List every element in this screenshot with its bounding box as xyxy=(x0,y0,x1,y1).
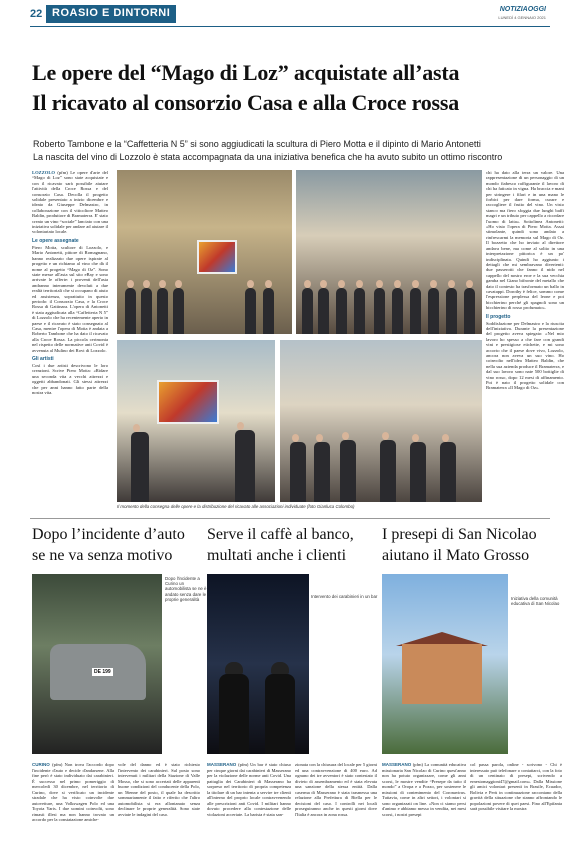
section-label: ROASIO E DINTORNI xyxy=(46,5,176,23)
story-1-photo-caption: Dopo l'incidente a Curino un automobilista se ne è andato senza dare le proprie generalità xyxy=(165,576,207,602)
body-text: chi ha dato alla terra un valore. Una rappresentazione di un personaggio di un mondo fiabesco raffigurante il lavoro di chi ha faticato in vigna. Ha braccia e mani per stringere i filari e in una mano le forbici per dare forma, curare e raccogliere il frutto del vino. Un visto stanco ma fiero sfoggia due lunghi baffi magri e un tributo per cappello a ricordare l'uomo di latta». Sottolinea Antonetti: «Ho visto l'opera di Piero Motta. Assai stimolante, quindi sono andato a rinfrescarmi la memoria sul Mago di Oz. Il bozzetto che ho inviato al direttore andava bene, ma come al solito in una interpretazione pittorica è un po' indisciplinata. Quindi ho aggiunto i dettagli che mi sembravano divertenti: due passerotti che fanno il nido nel cappello del nostro eroe e la sua vecchia gamba nel Giano bifronte del metallo che dato il contesto ha trasformato un ballo in cavatappi. Dorothy è felice, sommo come l'espressione perplessa del leone e poi bicchierino perché gli spagnoli sono un bicchierino di rosso profumato». xyxy=(486,170,564,311)
subheadline-line-2: La nascita del vino di Lozzolo è stata accompagnata da una iniziativa benefica che ha avuto subito un ottimo riscontro xyxy=(33,152,503,162)
headline-line-2: Il ricavato al consorzio Casa e alla Croce rossa xyxy=(32,90,460,115)
dateline: CURINO xyxy=(32,762,50,767)
story-3-photo-caption: Iniziativa della comunità educativa di San Nicolao xyxy=(511,596,560,607)
story-1-text: (pfm) Non trova l'accordo dopo l'incidente d'auto e decide d'andarsene. Alla fine però è stato individuato dai carabinieri. È successo nel primo pomeriggio di mercoledì 30 dicembre, nel territorio di Curino, dove si verificato un incidente stradale che ha visto coinvolte due autovetture, una Volkswagen Polo ed una Toyota Yaris. I due uomini coinvolti, sono rimasti illesi ma non hanno trovato un accordo per la constatazione amiche- xyxy=(32,762,114,822)
section-divider xyxy=(30,518,550,519)
group-photo-2 xyxy=(296,170,482,334)
photo-caption: Il momento della consegna delle opere e la distribuzione del ricavato alle associazioni individuate (foto Gianluca Colombo) xyxy=(117,504,355,509)
crosshead: Gli artisti xyxy=(32,356,54,362)
license-plate: DE 199 xyxy=(94,669,111,675)
page-header xyxy=(0,0,580,24)
dateline: LOZZOLO xyxy=(32,170,55,175)
painting-handover-photo xyxy=(117,340,275,502)
carabinieri-photo xyxy=(207,574,309,754)
intro-text: (pfm) Le opere d'arte del “Mago di Loz” sono state acquistate e con il ricavato sarà possibile aiutare l'attività della Croce Rossa e del consorzio Casa. Decolla il progetto solidale presentato a inizio dicembre e ideato da Giuseppe Delmastro, in collaborazione con il viticoltore Matteo Baldin, produttore di Bramaterra. E' stato creato un vino “sociale” lanciato con una iniziativa solidale per andare ad aiutare il volontariato locale. xyxy=(32,170,108,235)
dateline: MASSERANO xyxy=(207,762,237,767)
dateline: MASSERANO xyxy=(382,762,412,767)
article-column-right xyxy=(486,170,564,500)
crosshead: Il progetto xyxy=(486,313,511,320)
story-2-headline: Serve il caffè al banco, multati anche i clienti xyxy=(207,526,354,564)
story-3-text: (pfm) La comunità educativa missionaria San Nicolao di Curino quest'anno non ha potuto organizzare, come gli anni scorsi, le mostre vendite “Presepe da tutto il mondo” a Oropa e a Pozzo, per sostenere le missioni di contenimento del Coronavirus. Tuttavia, come in altri settori, i volontari si sono organizzati on line. «Non ci siamo persi d'animo e abbiamo messo in vendita, nei mesi scorsi, i nostri presepi xyxy=(382,762,466,817)
body-text: Così i due artisti descrivono le loro creazioni. Scrive Piero Motta: «Ridare una seconda vita a vecchi attrezzi e oggetti abbandonati. Gli stessi attrezzi che per anni hanno fatto parte della nostra vita. xyxy=(32,363,108,396)
story-2-photo-caption: Intervento dei carabinieri in un bar xyxy=(311,594,378,599)
story-3-body-cont: col passa parola, online - scrivono - Chi è interessato può telefonare o contattarci, con la foto di un centinaio di presepi, scrivendo a ernestomaggioni47@gmail.com». Dalla Missione gli amici volontari presenti in Brasile, Ecuador, Bolivia e Perù in continuazione raccontano della gravità della situazione che stanno affrontando le popolazioni povere di quei paesi. Fino all'Epifania sarà possibile visitare la mostra xyxy=(470,762,562,811)
page-number: 22 xyxy=(30,8,43,20)
story-2-text: (pfm) Un bar è stato chiuso per cinque giorni dai carabinieri di Masserano per la violazione delle norme anti Covid. Una pattuglia dei Carabinieri di Masserano ha sorpreso nel territorio di propria competenza la titolare di un bar intenta a servire tre clienti all'interno del proprio locale contravvenendo alle prescrizioni anti Covid. I militari hanno dovuto procedere alla contestazione delle violazioni accertate. La barista è stata san- xyxy=(207,762,291,817)
church-building xyxy=(402,644,482,704)
group-photo-1 xyxy=(117,170,292,334)
body-text: Soddisfazione per Delmastro e la riuscita dell'iniziativa. Durante la presentazione del progetto aveva spiegato: «Nel mio lavoro ho spesso a che fare con grandi vini e prestigiose etichette, e mi sono accorto che il paese dove vivo, Lozzolo, ancora non aveva un suo vino. Ho coinvolto nell'idea Matteo Baldin, che nella sua azienda produce il Bramaterra, e dal suo lavoro sono nate 500 bottiglie di vino rosso, dopo 12 mesi di affinamento. Poi è nato il progetto solidale con Bramaterra «Il Mago di Oz». xyxy=(486,320,564,391)
story-3-headline: I presepi di San Nicolao aiutano il Mato Grosso xyxy=(382,526,537,564)
headline-line-1: Le opere del “Mago di Loz” acquistate all’asta xyxy=(32,60,460,85)
story-2-body xyxy=(207,762,291,834)
article-column-left xyxy=(32,170,108,500)
newspaper-logo: NOTIZIAOGGI xyxy=(499,6,546,13)
header-rule xyxy=(30,26,550,27)
sculpture-handover-photo xyxy=(280,340,482,502)
story-1-body xyxy=(32,762,114,834)
car-accident-photo xyxy=(32,574,162,754)
subheadline-line-1: Roberto Tambone e la “Caffetteria N 5” si sono aggiudicati la scultura di Piero Motta e il dipinto di Mario Antonetti xyxy=(33,139,481,149)
story-2-body-cont: zionata con la chiusura del locale per 5 giorni ed una contravvenzione di 400 euro. Ad ognuno dei tre avventori è stato contestato il divieto di assembramento ed è stata elevata una sanzione della stessa entità. Dalla caserma di Masserano è stata trasmessa una relazione alla Prefettura di Biella per le decisioni del caso. I controlli nei locali proseguiranno anche in questi giorni dove l'Italia è ancora in zona rossa. xyxy=(295,762,377,817)
story-1-headline: Dopo l’incidente d’auto se ne va senza motivo xyxy=(32,526,185,564)
story-3-body xyxy=(382,762,466,834)
church-photo xyxy=(382,574,508,754)
body-text: Piero Motta, scultore di Lozzolo, e Mario Antonetti, pittore di Romagnano, hanno realizzato due opere ispirate al progetto e un richiamo al vino che dà il nome al progetto “Mago di Oz”. Sono state messe all'asta sul sito eBay e sono arrivate le offerte: i proventi dell'asta andranno interamente devoluti a due realtà territoriali che si occupano di aiuto ed assistenza, soprattutto in questo periodo: il Consorzio Casa, e la Croce Rossa di Gattinara. L'opera di Antonetti è stata aggiudicata alla “Caffetteria N 5” di Lozzolo che ha recentemente aperto in paese e il ricavato è stato consegnato al Casa, mentre l'opera di Motta è andata a Roberto Tambone che ha dato il ricavato alla Croce Rossa. La piccola cerimonia nel rispetto delle normative anti Covid è avvenuta al Mulino dei Rovi di Lozzolo. xyxy=(32,244,108,353)
story-1-body-cont: vole del danno ed è stato richiesto l'intervento dei carabinieri. Sul posto sono intervenuti i militari della Stazione di Valle Mosso, che si sono accertati delle apparenti buone condizioni del conducente della Polo, un 56enne del posto, il quale ha descritto sommariamente il fatto e riferito che l'altro automobilista si era allontanato senza declinare le proprie generalità. Sono state avviate le indagini del caso. xyxy=(118,762,200,817)
issue-date: LUNEDÌ 4 GENNAIO 2021 xyxy=(498,15,546,20)
crosshead: Le opere assegnate xyxy=(32,237,79,244)
